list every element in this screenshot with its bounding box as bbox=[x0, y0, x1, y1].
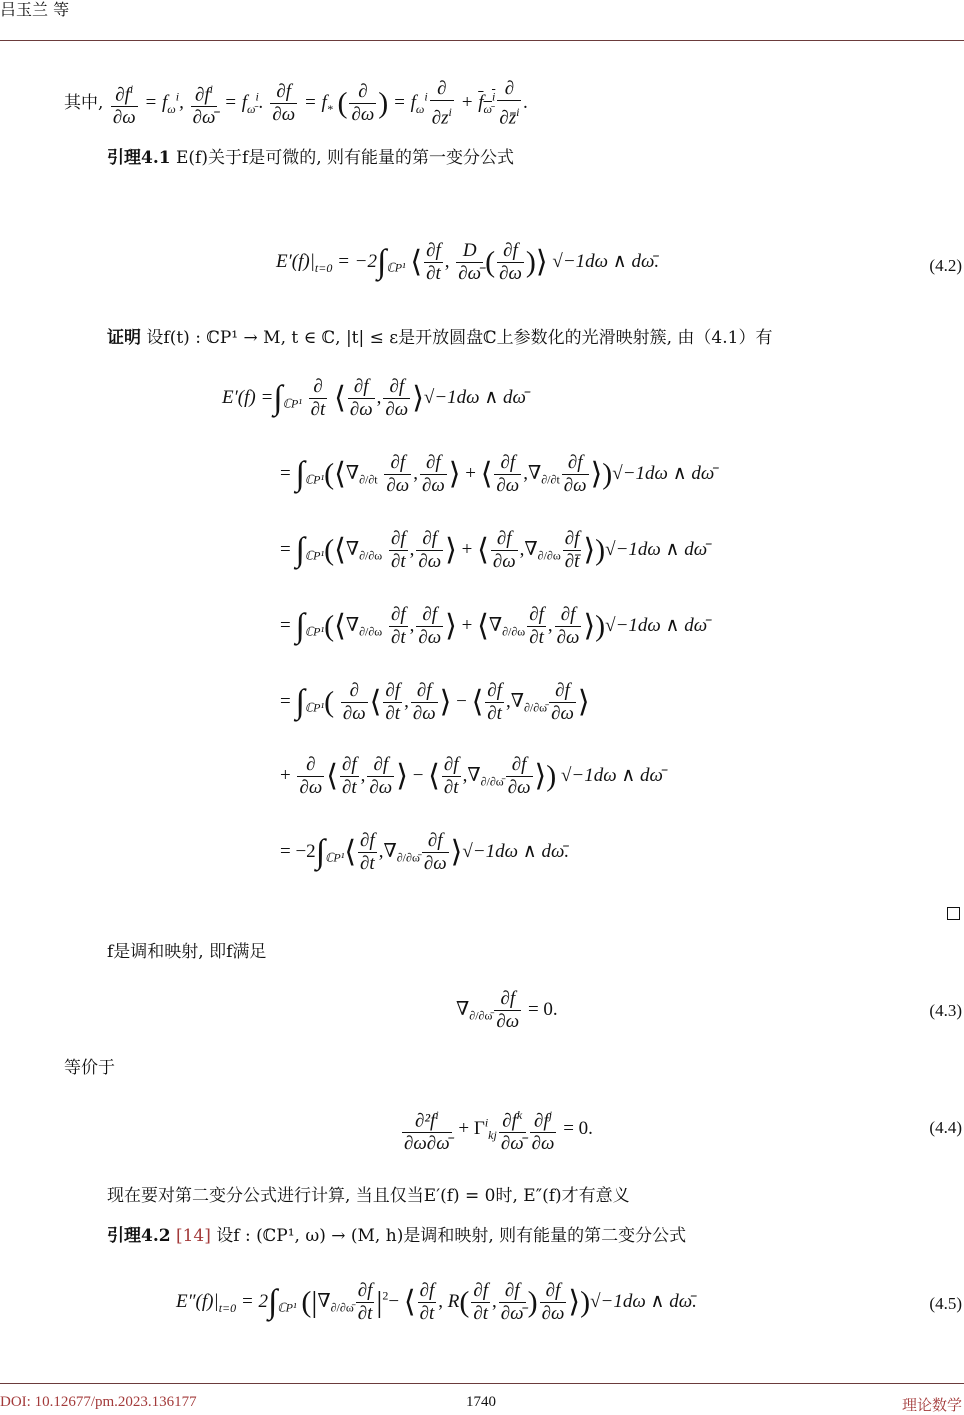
equation-number: (4.4) bbox=[929, 1118, 962, 1137]
citation-link[interactable]: [14] bbox=[175, 1226, 211, 1246]
header-rule bbox=[0, 40, 964, 41]
equation-4-3: $\nabla_{\partial/\partial\omegā}$ $\frac{\partial f}{\partial\omega}$ = 0. bbox=[456, 988, 558, 1032]
equivalent-text: 等价于 bbox=[64, 1058, 115, 1078]
derivation-line-1: $E'(f) =\int_{ℂP^1}$ $\frac{\partial}{\partial t}$ ⟨ $\frac{\partial f}{\partial\omega}$ , $\frac{\partial f}{\partial\omega}$ ⟩√−1dω ∧ dω̄ bbox=[222, 376, 526, 420]
equation-4-2: $E'(f)|_{t=0} = -2\int_{ℂP^1}$ ⟨ $\frac{\partial f}{\partial t}$ , $\frac{D}{\partial\omegā}$ ( $\frac{\partial f}{\partial\omega}$ )⟩ √−1dω ∧ dω̄. bbox=[276, 240, 660, 284]
equation-4-5: $E''(f)|_{t=0} = 2\int_{ℂP^1}$ ($|\nabla_{\partial/\partial\omegā}$ $\frac{\partial f}{\partial t}$ $|^2-$ ⟨ $\frac{\partial f}{\partial t}$ , R( $\frac{\partial f}{\partial t}$ , $\frac{\partial f}{\partial\omegā}$ ) $\frac{\partial f}{\partial\omega}$ ⟩)√−1dω ∧ dω̄. bbox=[176, 1280, 697, 1324]
page-number: 1740 bbox=[466, 1394, 496, 1410]
lemma-4-2 bbox=[107, 1224, 686, 1248]
second-variation-text: 现在要对第二变分公式进行计算, 当且仅当E′(f) = 0时, E″(f)才有意义 bbox=[107, 1186, 630, 1206]
intro-line: 其中, $\frac{\partial f^i}{\partial\omega}$ = $f_\omega^i$, $\frac{\partial f^i}{\partial\omegā}$ = $f_{\omegā}^i$. $\frac{\partial f}{\partial\omega}$ = $f_*$ ( $\frac{\partial}{\partial\omega}$ ) = $f_\omega^i$ $\frac{\partial}{\partial z^i}$ + $f_{\omegā}^i$ $\frac{\partial}{\partial z̄^i}$ . bbox=[64, 78, 529, 129]
proof-label: 证明 bbox=[107, 328, 141, 348]
qed-square bbox=[947, 907, 960, 920]
derivation-line-5: = $\int_{ℂP^1}$( $\frac{\partial}{\partial\omega}$ ⟨ $\frac{\partial f}{\partial t}$ , $\frac{\partial f}{\partial\omega}$ ⟩ − ⟨ $\frac{\partial f}{\partial t}$ $,\nabla_{\partial/\partial\omegā}$ $\frac{\partial f}{\partial\omega}$ ⟩ bbox=[280, 680, 590, 724]
equation-4-4: $\frac{\partial^2f^i}{\partial\omega\partial\omegā}$ + $\Gamma^i_{kj}$ $\frac{\partial f^k}{\partial\omegā}$ $\frac{\partial f^j}{\partial\omega}$ = 0. bbox=[400, 1104, 593, 1155]
derivation-line-2: = $\int_{ℂP^1}(⟨\nabla_{\partial/\partial t}$ $\frac{\partial f}{\partial\omega}$ , $\frac{\partial f}{\partial\omega}$ ⟩ + ⟨ $\frac{\partial f}{\partial\omega}$ $,\nabla_{\partial/\partial t}$ $\frac{\partial f}{\partial\omega}$ ⟩)√−1dω ∧ dω̄ bbox=[280, 452, 715, 496]
lemma-label: 引理4.1 bbox=[107, 148, 171, 168]
lemma-label: 引理4.2 bbox=[107, 1226, 171, 1246]
derivation-line-7: = $-2\int_{ℂP^1}⟨$ $\frac{\partial f}{\partial t}$ $,\nabla_{\partial/\partial\omegā}$ $\frac{\partial f}{\partial\omega}$ ⟩√−1dω ∧ dω̄. bbox=[280, 830, 570, 874]
lemma-text: E(f)关于f是可微的, 则有能量的第一变分公式 bbox=[175, 148, 515, 168]
harmonic-text: f是调和映射, 即f满足 bbox=[107, 942, 267, 962]
footer-rule bbox=[0, 1383, 964, 1384]
running-header: 吕玉兰 等 bbox=[0, 0, 70, 19]
equation-number: (4.2) bbox=[929, 256, 962, 275]
intro-prefix: 其中, bbox=[64, 93, 104, 114]
equation-number: (4.5) bbox=[929, 1294, 962, 1313]
proof-intro bbox=[107, 326, 772, 350]
derivation-line-6: + $\frac{\partial}{\partial\omega}$ ⟨ $\frac{\partial f}{\partial t}$ , $\frac{\partial f}{\partial\omega}$ ⟩ − ⟨ $\frac{\partial f}{\partial t}$ $,\nabla_{\partial/\partial\omegā}$ $\frac{\partial f}{\partial\omega}$ ⟩) √−1dω ∧ dω̄ bbox=[280, 754, 663, 798]
equation-number: (4.3) bbox=[929, 1001, 962, 1020]
lemma-text: 设f : (ℂP¹, ω) → (M, h)是调和映射, 则有能量的第二变分公式 bbox=[216, 1226, 687, 1246]
lemma-4-1 bbox=[107, 146, 514, 170]
doi-link[interactable]: DOI: 10.12677/pm.2023.136177 bbox=[0, 1394, 197, 1410]
derivation-line-4: = $\int_{ℂP^1}(⟨\nabla_{\partial/\partial\omega}$ $\frac{\partial f}{\partial t}$ , $\frac{\partial f}{\partial\omega}$ ⟩ + $⟨\nabla_{\partial/\partial\omega}$ $\frac{\partial f}{\partial t}$ , $\frac{\partial f}{\partial\omega}$ ⟩)√−1dω ∧ dω̄ bbox=[280, 604, 708, 648]
proof-text: 设f(t) : ℂP¹ → M, t ∈ ℂ, |t| ≤ ε是开放圆盘ℂ上参数化的光滑映射簇, 由（4.1）有 bbox=[146, 328, 773, 348]
journal-name[interactable]: 理论数学 bbox=[901, 1398, 962, 1414]
derivation-line-3: = $\int_{ℂP^1}(⟨\nabla_{\partial/\partial\omega}$ $\frac{\partial f}{\partial t}$ , $\frac{\partial f}{\partial\omega}$ ⟩ + ⟨ $\frac{\partial f}{\partial\omega}$ $,\nabla_{\partial/\partial\omega}$ $\frac{\partial f}{\partial t̄}$ ⟩)√−1dω ∧ dω̄ bbox=[280, 528, 708, 572]
